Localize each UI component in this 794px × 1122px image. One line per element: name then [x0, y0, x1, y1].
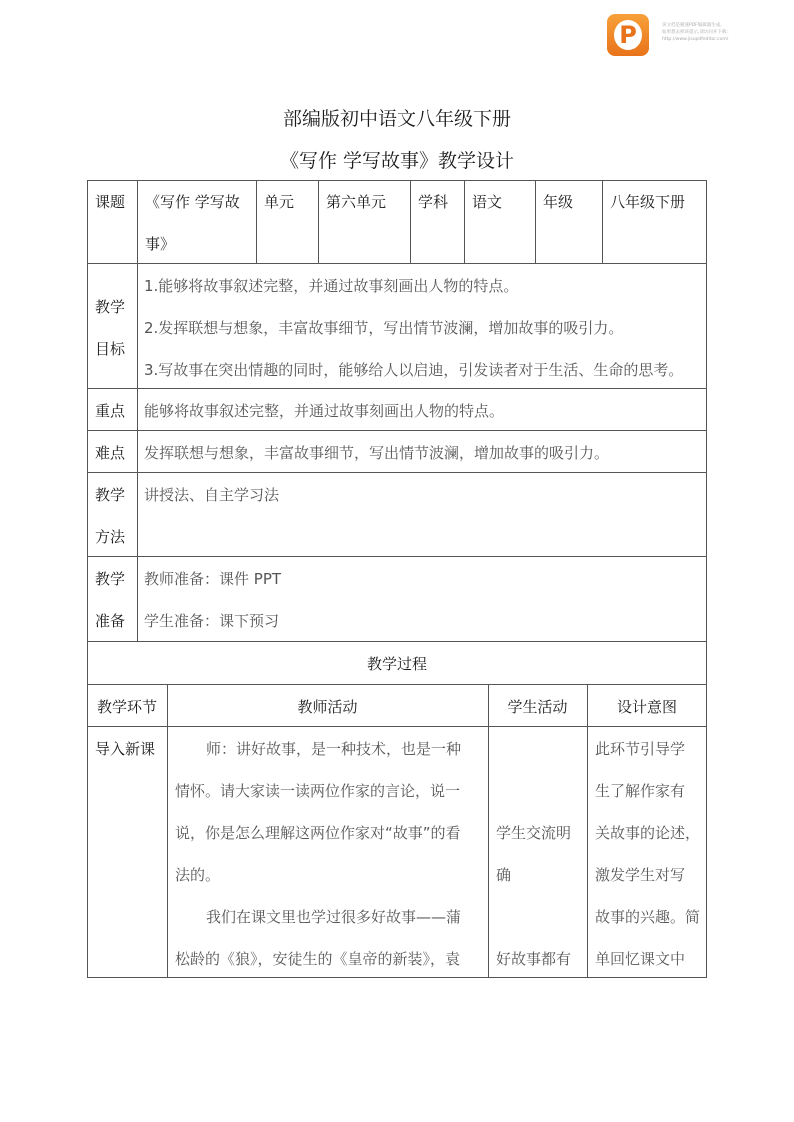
teacher-line: 师：讲好故事，是一种技术，也是一种: [206, 740, 462, 758]
intent-line: 故事的兴趣。简: [595, 908, 701, 926]
intent-line: 激发学生对写: [595, 866, 686, 884]
intent-line: 单回忆课文中: [595, 950, 686, 968]
keti-value-line2: 事》: [145, 235, 176, 253]
rule: [87, 180, 88, 978]
prep-teacher: 教师准备：课件 PPT: [144, 570, 282, 588]
header-intent: 设计意图: [616, 698, 677, 716]
difficulty-text: 发挥联想与想象，丰富故事细节，写出情节波澜，增加故事的吸引力。: [144, 444, 610, 462]
intent-line: 关故事的论述，: [595, 824, 701, 842]
keti-label: 课题: [95, 193, 126, 211]
subject-label: 学科: [418, 193, 449, 211]
logo-letter: P: [619, 21, 637, 49]
prep-student: 学生准备：课下预习: [144, 612, 280, 630]
document-title-line1: 部编版初中语文八年级下册: [282, 108, 511, 130]
teacher-line: 我们在课文里也学过很多好故事——蒲: [206, 908, 462, 926]
lesson-plan-table: [87, 180, 707, 978]
goal-item: 2.发挥联想与想象，丰富故事细节，写出情节波澜，增加故事的吸引力。: [144, 319, 624, 337]
key-point-label: 重点: [95, 402, 126, 420]
goals-label-line1: 教学: [95, 298, 126, 316]
rule: [87, 726, 707, 727]
header-student: 学生活动: [507, 698, 568, 716]
keti-value-line1: 《写作 学写故: [145, 193, 240, 211]
process-title: 教学过程: [366, 655, 427, 673]
rule: [587, 684, 588, 978]
difficulty-label: 难点: [95, 444, 126, 462]
rule: [167, 684, 168, 978]
rule: [87, 472, 707, 473]
pdf-editor-logo: [607, 14, 649, 56]
rule: [318, 180, 319, 264]
rule: [137, 180, 138, 641]
rule: [535, 180, 536, 264]
method-text: 讲授法、自主学习法: [144, 486, 280, 504]
method-label-line2: 方法: [95, 528, 126, 546]
header-teacher: 教师活动: [297, 698, 358, 716]
prep-label-line2: 准备: [95, 612, 126, 630]
watermark-note: [662, 22, 790, 43]
rule: [87, 977, 707, 978]
rule: [488, 684, 489, 978]
rule: [87, 684, 707, 685]
student-line: 学生交流明: [496, 824, 572, 842]
rule: [464, 180, 465, 264]
teacher-line: 法的。: [175, 866, 221, 884]
unit-value: 第六单元: [326, 193, 387, 211]
goal-item: 3.写故事在突出情趣的同时，能够给人以启迪，引发读者对于生活、生命的思考。: [144, 361, 684, 379]
prep-label-line1: 教学: [95, 570, 126, 588]
rule: [87, 430, 707, 431]
rule: [87, 263, 707, 264]
rule: [706, 180, 707, 978]
rule: [256, 180, 257, 264]
note-line: 该文档是极速PDF编辑器生成,: [662, 23, 722, 28]
stage-text: 导入新课: [95, 740, 156, 758]
goal-item: 1.能够将故事叙述完整，并通过故事刻画出人物的特点。: [144, 277, 519, 295]
unit-label: 单元: [264, 193, 295, 211]
header-stage: 教学环节: [96, 698, 157, 716]
logo-circle: [614, 20, 642, 50]
key-point-text: 能够将故事叙述完整，并通过故事刻画出人物的特点。: [144, 402, 505, 420]
rule: [602, 180, 603, 264]
rule: [87, 641, 707, 642]
goals-label-line2: 目标: [95, 340, 126, 358]
student-line: 好故事都有: [496, 950, 572, 968]
rule: [87, 556, 707, 557]
intent-line: 生了解作家有: [595, 782, 686, 800]
rule: [87, 180, 707, 181]
teacher-line: 情怀。请大家读一读两位作家的言论，说一: [175, 782, 461, 800]
rule: [87, 388, 707, 389]
note-line: 如果想去掉该提示,请访问并下载:: [662, 30, 728, 35]
subject-value: 语文: [472, 193, 503, 211]
teacher-line: 松龄的《狼》，安徒生的《皇帝的新装》，袁: [175, 950, 461, 968]
method-label-line1: 教学: [95, 486, 126, 504]
teacher-line: 说，你是怎么理解这两位作家对“故事”的看: [175, 824, 461, 842]
student-line: 确: [496, 866, 512, 884]
rule: [410, 180, 411, 264]
grade-label: 年级: [543, 193, 574, 211]
grade-value: 八年级下册: [610, 193, 686, 211]
document-title-line2: 《写作 学写故事》教学设计: [279, 150, 515, 172]
note-line: http://www.jisupdfeditor.com/: [662, 37, 729, 42]
intent-line: 此环节引导学: [595, 740, 686, 758]
